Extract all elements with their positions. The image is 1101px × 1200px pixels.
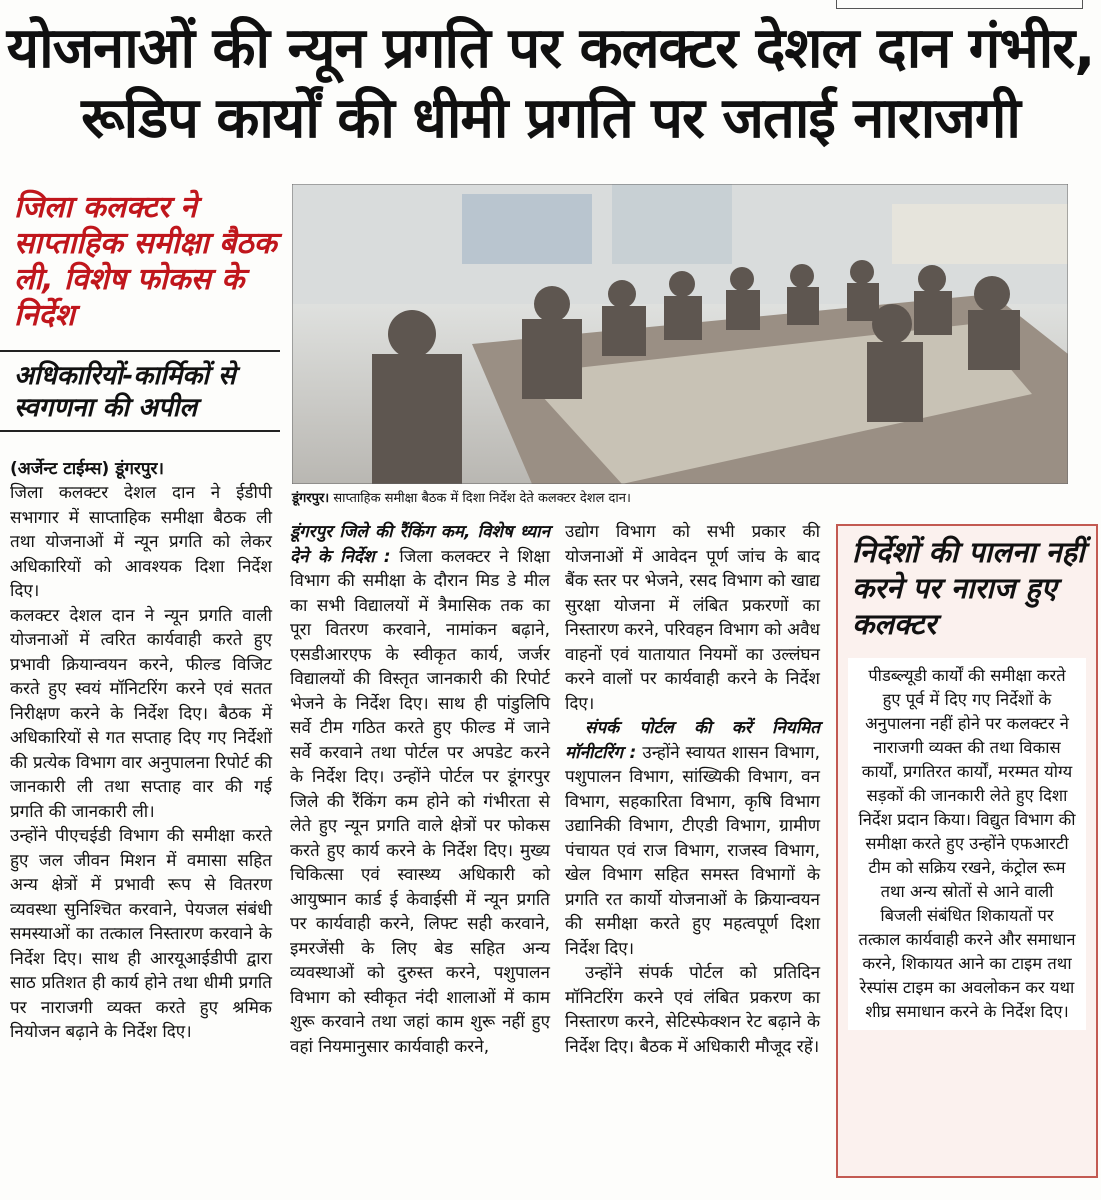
sidebar-box bbox=[836, 524, 1098, 1178]
left-column bbox=[0, 190, 280, 1045]
column-3-text-1: उद्योग विभाग को सभी प्रकार की योजनाओं में आवेदन पूर्ण जांच के बाद बैंक स्तर पर भेजने, रसद विभाग को खाद्य सुरक्षा योजना में लंबित प्रकरणों का निस्तारण करने, परिवहन विभाग को अवैध वाहनों एवं यातायात नियमों का उल्लंघन करने वालों पर कार्यवाही करने के निर्देश दिए। bbox=[565, 522, 820, 714]
column-3-paragraph-2 bbox=[565, 716, 820, 961]
meeting-photo-illustration bbox=[292, 184, 1068, 484]
meeting-photo bbox=[292, 184, 1068, 484]
kicker-heading: जिला कलक्टर ने साप्ताहिक समीक्षा बैठक ली, विशेष फोकस के निर्देश bbox=[14, 190, 277, 333]
column-3-text-2: उन्होंने स्वायत शासन विभाग, पशुपालन विभाग, सांख्यिकी विभाग, वन विभाग, सहकारिता विभाग, कृषि विभाग उद्यानिकी विभाग, टीएडी विभाग, ग्रामीण पंचायत एवं राज विभाग, राजस्व विभाग, खेल विभाग सहित समस्त विभागों के प्रगति रत कार्यो योजनाओं के क्रियान्वयन की समीक्षा करते हुए महत्वपूर्ण दिशा निर्देश दिए। bbox=[565, 742, 820, 959]
sidebar-box-text: पीडब्ल्यूडी कार्यों की समीक्षा करते हुए पूर्व में दिए गए निर्देशों के अनुपालना नहीं होने पर कलक्टर ने नाराजगी व्यक्त की तथा विकास कार्यों, प्रगतिरत कार्यों, मरम्मत योग्य सड़कों की जानकारी लेते हुए दिशा निर्देश प्रदान किया। विद्युत विभाग की समीक्षा करते हुए उन्होंने एफआरटी टीम को सक्रिय रखने, कंट्रोल रूम तथा अन्य स्रोतों से आने वाली बिजली संबंधित शिकायतों पर तत्काल कार्यवाही करने और समाधान करने, शिकायत आने का टाइम तथा रेस्पांस टाइम का अवलोकन कर यथा शीघ्र समाधान करने के निर्देश दिए। bbox=[848, 658, 1086, 1030]
sub-heading: अधिकारियों-कार्मिकों से स्वगणना की अपील bbox=[0, 350, 280, 432]
caption-text: साप्ताहिक समीक्षा बैठक में दिशा निर्देश देते कलक्टर देशल दान। bbox=[329, 491, 631, 506]
column-1-text: जिला कलक्टर देशल दान ने ईडीपी सभागार में साप्ताहिक समीक्षा बैठक ली तथा योजनाओं में न्यून प्रगति को लेकर अधिकारियों को आवश्यक दिशा निर्देश दिए। कलक्टर देशल दान ने न्यून प्रगति वाली योजनाओं में त्वरित कार्यवाही करते हुए प्रभावी क्रियान्वयन करने, फील्ड विजिट करते हुए स्वयं मॉनिटरिंग करने एवं सतत निरीक्षण करने के निर्देश दिए। बैठक में अधिकारियों से गत सप्ताह दिए गए निर्देशों की प्रत्येक विभाग वार अनुपालना रिपोर्ट की जानकारी ली तथा सप्ताह वार की गई प्रगति की जानकारी ली। उन्होंने पीएचईडी विभाग की समीक्षा करते हुए जल जीवन मिशन में वमासा सहित अन्य क्षेत्रों में प्रभावी रूप से वितरण व्यवस्था सुनिश्चित करवाने, पेयजल संबंधी समस्याओं का तत्काल निस्तारण करवाने के निर्देश दिए। साथ ही आरयूआईडीपी द्वारा साठ प्रतिशत ही कार्य होने तथा धीमी प्रगति पर नाराजगी व्यक्त करते हुए श्रमिक नियोजन बढ़ाने के निर्देश दिए। bbox=[10, 483, 272, 1042]
headline bbox=[0, 14, 1101, 154]
byline: (अर्जेन्ट टाईम्स) डूंगरपुर। bbox=[10, 458, 164, 479]
headline-line-1: योजनाओं की न्यून प्रगति पर कलक्टर देशल दान गंभीर, bbox=[6, 16, 1095, 81]
article-column-1 bbox=[0, 432, 280, 1045]
caption-place: डूंगरपुर। bbox=[292, 491, 330, 506]
article-column-2 bbox=[290, 520, 550, 1059]
column-2-text: जिला कलक्टर ने शिक्षा विभाग की समीक्षा के दौरान मिड डे मील का सभी विद्यालयों में त्रैमासिक तक का पूरा वितरण करवाने, नामांकन बढ़ाने, एसडीआरएफ के स्वीकृत कार्य, जर्जर विद्यालयों की विस्तृत जानकारी की रिपोर्ट भेजने के निर्देश दिए। साथ ही पांडुलिपि सर्वे टीम गठित करते हुए फील्ड में जाने सर्वे करवाने तथा पोर्टल पर अपडेट करने के निर्देश दिए। उन्होंने पोर्टल पर डूंगरपुर जिले की रैंकिंग कम होने को गंभीरता से लेते हुए न्यून प्रगति वाले क्षेत्रों पर फोकस करते हुए कार्य करने के निर्देश दिए। मुख्य चिकित्सा एवं स्वास्थ्य अधिकारी को आयुष्मान कार्ड ई केवाईसी में न्यून प्रगति पर कार्यवाही करने, लिफ्ट सही करवाने, इमरजेंसी के लिए बेड सहित अन्य व्यवस्थाओं को दुरुस्त करने, पशुपालन विभाग को स्वीकृत नंदी शालाओं में काम शुरू करवाने तथा जहां काम शुरू नहीं हुए वहां नियमानुसार कार्यवाही करने, bbox=[290, 546, 551, 1057]
column-3-subhead: संपर्क पोर्टल की करें नियमित मॉनीटरिंग : bbox=[565, 718, 820, 763]
column-3-text-3: उन्होंने संपर्क पोर्टल को प्रतिदिन मॉनिटरिंग करने एवं लंबित प्रकरण का निस्तारण करने, सेटिस्फेक्शन रेट बढ़ाने के निर्देश दिए। बैठक में अधिकारी मौजूद रहें। bbox=[565, 963, 820, 1057]
photo-caption bbox=[292, 490, 1092, 508]
headline-line-2: रूडिप कार्यों की धीमी प्रगति पर जताई नाराजगी bbox=[81, 86, 1020, 151]
article-column-3 bbox=[565, 520, 820, 1059]
sidebar-box-title: निर्देशों की पालना नहीं करने पर नाराज हुए कलक्टर bbox=[852, 535, 1085, 641]
top-right-frame bbox=[836, 0, 1083, 9]
column-2-subhead: डूंगरपुर जिले की रैंकिंग कम, विशेष ध्यान देने के निर्देश : bbox=[290, 522, 550, 567]
